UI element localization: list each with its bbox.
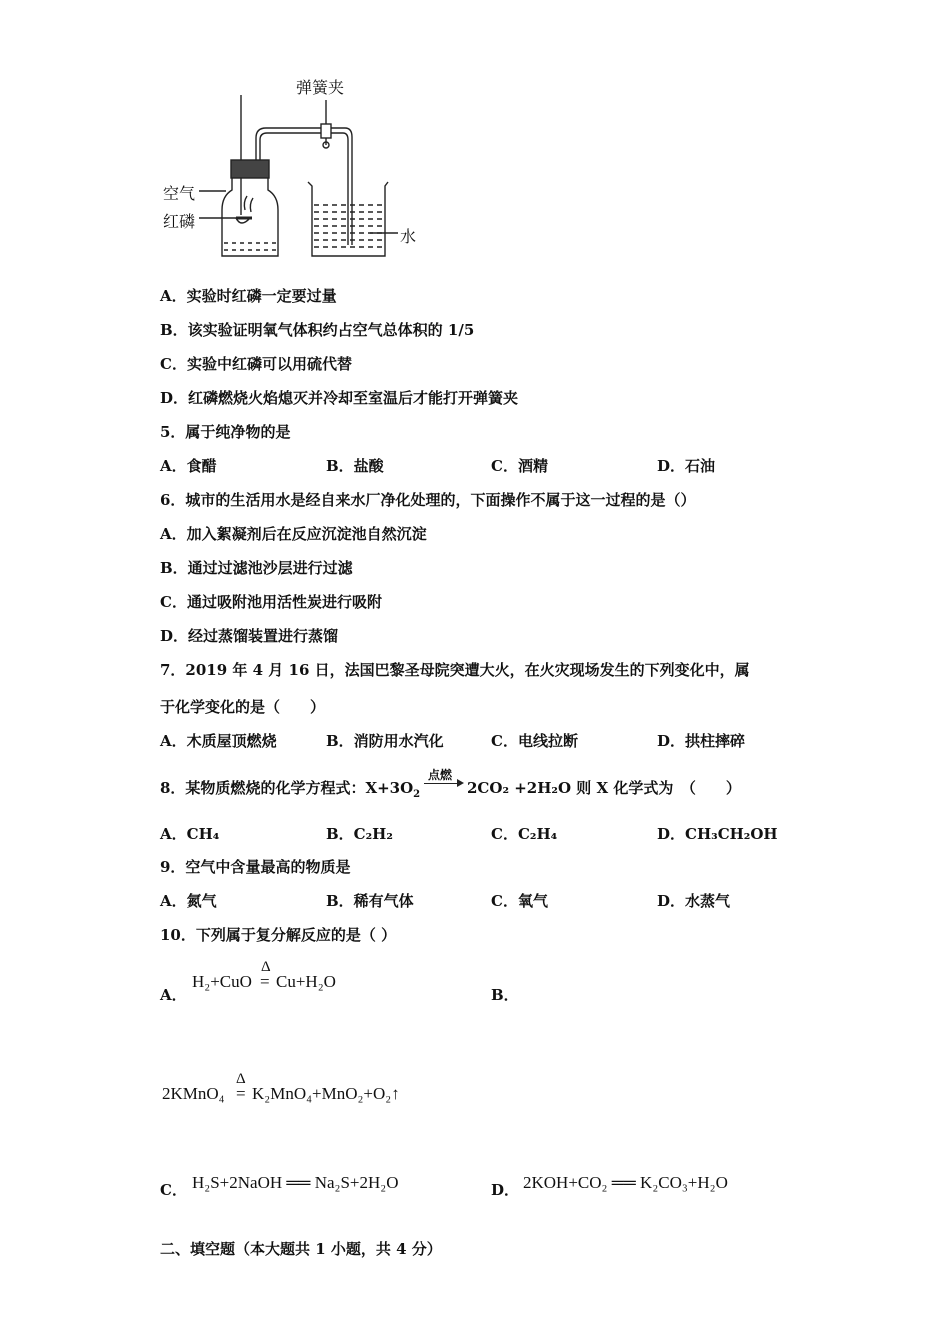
glass-tube [260, 133, 322, 160]
q6-option-d: D．经过蒸馏装置进行蒸馏 [160, 627, 339, 645]
q6-stem: 6．城市的生活用水是经自来水厂净化处理的，下面操作不属于这一过程的是（） [160, 491, 696, 509]
q9-stem: 9．空气中含量最高的物质是 [160, 858, 351, 876]
label-red-phosphorus: 红磷 [163, 212, 196, 231]
q7-stem-line1: 7．2019 年 4 月 16 日，法国巴黎圣母院突遭大火，在火灾现场发生的下列变化中，属 [160, 661, 750, 679]
q5-option-c: C．酒精 [491, 457, 548, 475]
q10-equation-d: 2KOH+CO₂ ══ K₂CO₃+H₂O [523, 1173, 728, 1192]
q10-equation-a-left: H₂+CuO [192, 972, 252, 991]
q10-option-c-label: C． [160, 1181, 187, 1199]
q7-stem-line2: 于化学变化的是（ ） [160, 698, 326, 716]
q10-equals-a: = [260, 972, 270, 991]
q6-option-a: A．加入絮凝剂后在反应沉淀池自然沉淀 [160, 525, 427, 543]
label-water: 水 [400, 227, 417, 246]
q10-equation-c: H₂S+2NaOH ══ Na₂S+2H₂O [192, 1173, 399, 1192]
q10-equation-b-left: 2KMnO₄ [162, 1084, 225, 1103]
q6-option-c: C．通过吸附池用活性炭进行吸附 [160, 593, 382, 611]
q7-option-a: A．木质屋顶燃烧 [160, 732, 277, 750]
q10-equation-b-right: K₂MnO₄+MnO₂+O₂↑ [252, 1084, 400, 1103]
stopper [231, 160, 269, 178]
q4-option-d: D．红磷燃烧火焰熄灭并冷却至室温后才能打开弹簧夹 [160, 389, 519, 407]
q8-option-c: C．C₂H₄ [491, 825, 558, 843]
q10-option-b-label: B． [491, 986, 519, 1004]
q8-reaction-arrow [424, 766, 464, 788]
q9-option-d: D．水蒸气 [657, 892, 731, 910]
q4-option-b: B．该实验证明氧气体积约占空气总体积的 1/5 [160, 321, 475, 339]
q10-delta-b: Δ [236, 1071, 246, 1087]
q10-delta-a: Δ [261, 959, 271, 975]
q10-option-d-label: D． [491, 1181, 520, 1199]
q8-stem [160, 778, 420, 805]
q10-option-a-label: A． [160, 986, 187, 1004]
q8-condition: 点燃 [428, 768, 453, 782]
q6-option-b: B．通过过滤池沙层进行过滤 [160, 559, 353, 577]
q10-equals-b: = [236, 1084, 246, 1103]
q7-option-c: C．电线拉断 [491, 732, 578, 750]
q7-option-b: B．消防用水汽化 [326, 732, 444, 750]
q5-option-a: A．食醋 [160, 457, 217, 475]
label-spring-clip: 弹簧夹 [296, 78, 345, 97]
q10-stem: 10．下列属于复分解反应的是（ ） [160, 926, 397, 944]
q8-subscript: 2 [413, 789, 421, 800]
q5-option-d: D．石油 [657, 457, 716, 475]
q9-option-a: A．氮气 [160, 892, 217, 910]
q8-stem-pre: 8．某物质燃烧的化学方程式：X+3O [160, 779, 414, 797]
q8-option-d: D．CH₃CH₂OH [657, 825, 778, 843]
q8-stem-post: 2CO₂ +2H₂O 则 X 化学式为 （ ） [467, 779, 741, 797]
q4-option-a: A．实验时红磷一定要过量 [160, 287, 337, 305]
q5-option-b: B．盐酸 [326, 457, 384, 475]
section-two-heading: 二、填空题（本大题共 1 小题，共 4 分） [160, 1240, 442, 1258]
q9-option-b: B．稀有气体 [326, 892, 414, 910]
q9-option-c: C．氧气 [491, 892, 548, 910]
label-air: 空气 [163, 184, 196, 203]
q10-equation-a-right: Cu+H₂O [276, 972, 336, 991]
q4-option-c: C．实验中红磷可以用硫代替 [160, 355, 352, 373]
q8-option-b: B．C₂H₂ [326, 825, 393, 843]
q7-option-d: D．拱柱摔碎 [657, 732, 746, 750]
q5-stem: 5．属于纯净物的是 [160, 423, 291, 441]
q8-option-a: A．CH₄ [160, 825, 220, 843]
